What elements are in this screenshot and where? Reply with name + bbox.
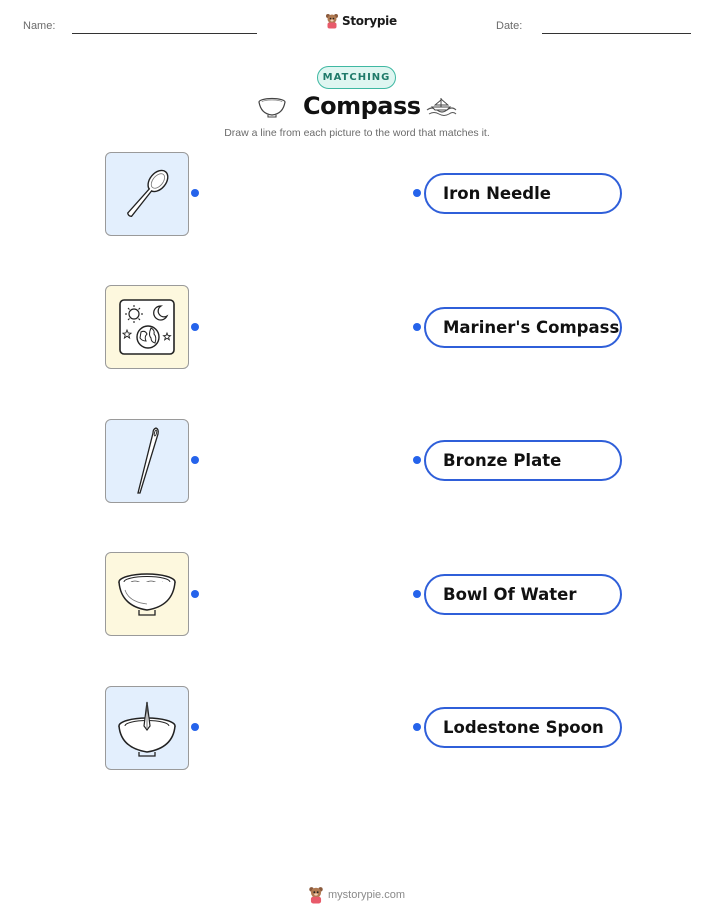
instructions-text: Draw a line from each picture to the word that matches it. (224, 127, 490, 139)
word-dot-4[interactable] (413, 590, 421, 598)
word-option-3[interactable]: Bronze Plate (424, 440, 622, 481)
picture-dot-1[interactable] (191, 189, 199, 197)
brand-name: Storypie (342, 14, 397, 28)
word-dot-1[interactable] (413, 189, 421, 197)
picture-dot-5[interactable] (191, 723, 199, 731)
word-option-5[interactable]: Lodestone Spoon (424, 707, 622, 748)
name-label: Name: (23, 20, 56, 32)
ship-waves-icon (424, 96, 458, 118)
picture-dot-2[interactable] (191, 323, 199, 331)
word-dot-5[interactable] (413, 723, 421, 731)
bear-mascot-icon (325, 13, 339, 29)
picture-card-bowl-of-water[interactable] (105, 552, 189, 636)
date-label: Date: (496, 20, 523, 32)
spoon-icon (117, 161, 177, 227)
compass-bowl-icon (115, 696, 179, 760)
sun-moon-earth-icon (117, 297, 177, 357)
word-dot-3[interactable] (413, 456, 421, 464)
page-title: Compass (303, 92, 421, 120)
picture-card-compass-bowl[interactable] (105, 686, 189, 770)
matching-badge: MATCHING (317, 66, 396, 89)
word-option-2[interactable]: Mariner's Compass (424, 307, 622, 348)
word-option-1[interactable]: Iron Needle (424, 173, 622, 214)
bear-mascot-icon (308, 886, 324, 904)
picture-card-sun-moon-earth[interactable] (105, 285, 189, 369)
brand-logo (325, 13, 397, 29)
name-line[interactable] (72, 33, 257, 34)
bowl-of-water-icon (115, 568, 179, 620)
picture-card-needle[interactable] (105, 419, 189, 503)
date-line[interactable] (542, 33, 691, 34)
picture-card-spoon[interactable] (105, 152, 189, 236)
title-row (0, 92, 714, 124)
picture-dot-3[interactable] (191, 456, 199, 464)
word-dot-2[interactable] (413, 323, 421, 331)
footer (308, 886, 405, 904)
needle-icon (127, 425, 167, 497)
bowl-icon (257, 96, 287, 118)
footer-url[interactable]: mystorypie.com (328, 889, 406, 901)
picture-dot-4[interactable] (191, 590, 199, 598)
word-option-4[interactable]: Bowl Of Water (424, 574, 622, 615)
